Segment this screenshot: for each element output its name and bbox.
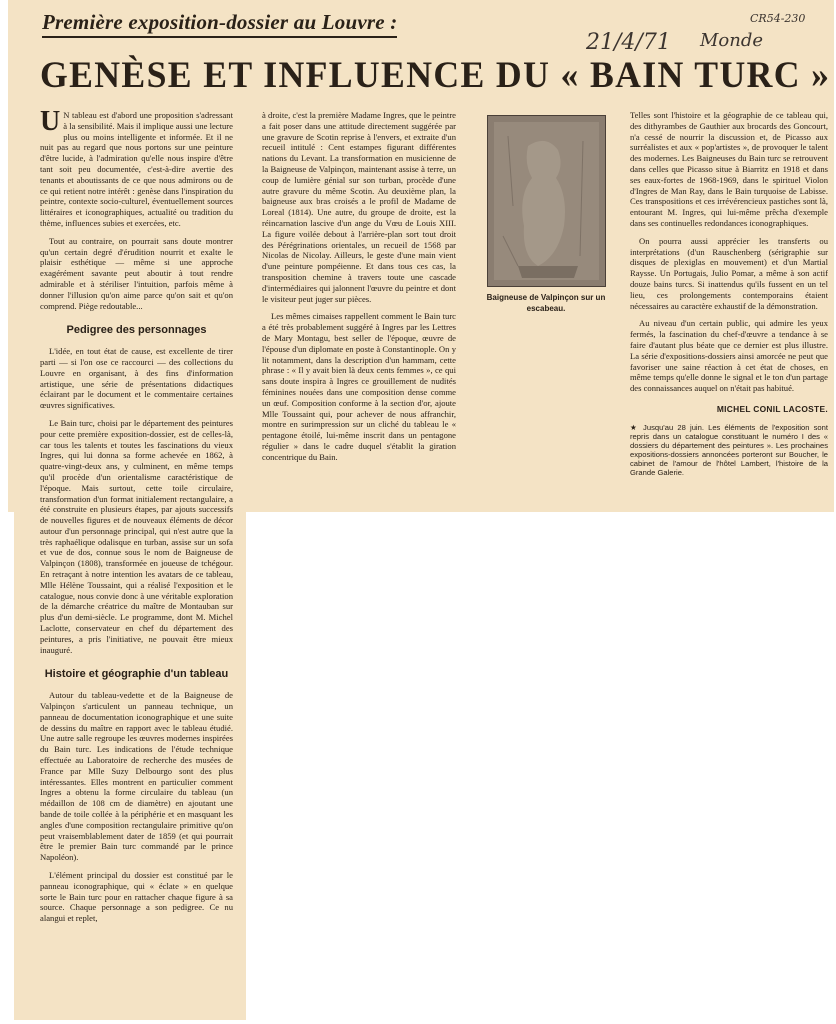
paragraph: L'élément principal du dossier est constitué par le panneau iconographique, qui « éclate » en quelque sorte le Bain turc pour en rattacher chaque figure à sa source. Chaque personnage a son pedigree. Ce nu alangui et replet, — [40, 870, 233, 924]
paragraph: Au niveau d'un certain public, qui admire les yeux fermés, la fascination du chef-d'œuvre a tendance à se faire d'autant plus béate que ce dernier est plus illustre. La série d'expositions-dossiers ainsi amorcée ne peut que favoriser une saine réaction à cet état de choses, en même temps qu'elle donne le signal et le ton d'un partage des connaissances auquel on n'était pas habitué. — [630, 318, 828, 394]
paragraph-text: N tableau est d'abord une proposition s'adressant à la sensibilité. Mais il implique aussi une lecture plus ou moins intelligente et informée. Et il ne nuit pas au regard que nous portons sur une peinture d'être lucide, à l'admiration qu'elle nous inspire d'être tant soit peu documentée, c'est-à-dire avertie des tenants et aboutissants de ce que nous admirons ou de ce qui retient notre intérêt : genèse dans l'inspiration du peintre, contexte socio-culturel, éventuellement sources littéraires et iconographiques, actualité ou tradition du thème, influences subies et exercées, etc. — [40, 110, 233, 228]
headline: GENÈSE ET INFLUENCE DU « BAIN TURC » — [40, 55, 831, 96]
paragraph: Tout au contraire, on pourrait sans doute montrer qu'un certain degré d'érudition nourrit et exalte le plaisir esthétique — même si une approche exagérément savante peut aboutir à tout rendre admirable et à stériliser l'intuition, parfois même à donner l'illusion qu'on aime parce qu'on sait et qu'on comprend. Piège redoutable... — [40, 235, 233, 311]
subheading-histoire: Histoire et géographie d'un tableau — [44, 668, 229, 681]
paragraph — [40, 106, 233, 229]
drop-cap: U — [40, 106, 61, 137]
author-signature: MICHEL CONIL LACOSTE. — [716, 403, 828, 414]
article-column-3 — [630, 110, 828, 477]
subheading-pedigree: Pedigree des personnages — [66, 324, 207, 337]
article-column-1 — [40, 106, 233, 931]
kicker-title: Première exposition-dossier au Louvre : — [42, 10, 397, 38]
handwritten-reference: CR54-230 — [750, 12, 806, 25]
paragraph: Telles sont l'histoire et la géographie de ce tableau qui, des dithyrambes de Gauthier aux brocards des Goncourt, n'a cessé de nourrir la discussion et, de Picasso aux surréalistes et aux « pop'artistes », de provoquer le talent des modernes. Les Baigneuses du Bain turc se retrouvent dans celles que Picasso situe à Biarritz en 1918 et dans ses eaux-fortes de 1968-1969, dans le spirituel Violon d'Ingres de Man Ray, dans le Bain turquoise de Labisse. Ces transpositions et ces irrévérencieux pastiches sont là, entourant M. Ingres, qui lui-même prêcha d'exemple dans ses continuelles redondances iconographiques. — [630, 110, 828, 228]
paragraph: Autour du tableau-vedette et de la Baigneuse de Valpinçon s'articulent un panneau technique, un panneau de documentation iconographique et une suite de dessins du maître en rapport avec le tableau étudié. Une autre salle regroupe les œuvres modernes inspirées du Bain turc. Les indications de l'étude technique effectuée au Laboratoire de recherche des musées de France par Mlle Suzy Delbourgo sont des plus intéressantes. Elles montrent en particulier comment Ingres a obtenu la forme circulaire du tableau (un médaillon de 108 cm de diamètre) en ajoutant une bande de toile collée à la périphérie et en masquant les angles d'une composition rectangulaire primitive qu'on peut vraisemblablement dater de 1859 (et qui pourrait être le premier Bain turc commandé par le prince Napoléon). — [40, 690, 233, 863]
handwritten-date: 21/4/71 — [586, 30, 671, 55]
paragraph: Le Bain turc, choisi par le département des peintures pour cette première exposition-dossier, est de celles-là, car tous les talents et toutes les fascinations du vieux Ingres, qui lui donna sa forme achevée en 1862, à quatre-vingt-deux ans, y culminent, en même temps qu'il procède d'un orientalisme caractéristique de l'époque. Mais surtout, cette toile circulaire, transformation d'un format initialement rectangulaire, a été construite en plusieurs étapes, par ajouts successifs de nouvelles figures et de nouveaux éléments de décor autour d'un personnage principal, qui n'est autre que la très raphaélique odalisque en turban, assise sur un sofa et vue de dos, connue sous le nom de Baigneuse de Valpinçon (1808), transformée en joueuse de tchégour. En retraçant à notre intention les avatars de ce tableau, Mlle Hélène Toussaint, qui a réalisé l'exposition et le catalogue, nous convie donc à une véritable exploration de la démarche créatrice du maître de Montauban sur plus d'un demi-siècle. Le programme, dont M. Michel Laclotte, conservateur en chef du département des peintures, a pris l'initiative, ne pouvait être mieux inauguré. — [40, 417, 233, 655]
article-column-2 — [262, 110, 456, 470]
figure-sketch-icon — [488, 116, 605, 286]
image-caption: Baigneuse de Valpinçon sur un escabeau. — [486, 293, 606, 313]
artwork-image — [487, 115, 606, 287]
paragraph: L'idée, en tout état de cause, est excellente de tirer parti — si l'on ose ce raccourci — des collections du Louvre en organisant, à des fins d'information artistique, une série de présentations didactiques éclairant par le document et le commentaire certaines œuvres significatives. — [40, 346, 233, 411]
exhibition-note: ★ Jusqu'au 28 juin. Les éléments de l'exposition sont repris dans un catalogue constituant le numéro I des « dossiers du département des peintures ». Les prochaines expositions-dossiers annoncées porteront sur Boucher, le cabinet de l'amour de l'hôtel Lambert, l'histoire de la Grande Galerie. — [630, 422, 828, 477]
paragraph: à droite, c'est la première Madame Ingres, que le peintre a fait poser dans une attitude directement suggérée par une gravure de Scotin reprise à l'envers, et extraite d'un recueil intitulé : Cent estampes figurant différentes nations du Levant. La transformation en musicienne de la Baigneuse de Valpinçon, maintenant assise à terre, un coup de lumière génial sur son turban, procède d'une autre gravure du même Scotin. Au deuxième plan, la baigneuse aux bras croisés a le profil de Madame de Loreal (1814). Une autre, du groupe de droite, est la réincarnation lascive d'un ange du Vœu de Louis XIII. La figure voilée debout à l'arrière-plan sort tout droit des Pérégrinations orientales, un recueil de 1568 par Nicolas de Nicolay. Ailleurs, le geste d'une main vient d'une peinture pompéienne. Et dans tous ces cas, la transposition chemine à travers toute une cascade d'intermédiaires qui jalonnent l'œuvre du peintre et dont le visiteur peut juger sur pièces. — [262, 110, 456, 304]
handwritten-source: Monde — [700, 30, 764, 51]
paragraph: On pourra aussi apprécier les transferts ou interprétations (d'un Rauschenberg (sérigraphie sur disques de plexiglas en mouvement) et d'un Martial Raysse. Un Portugais, Julio Pomar, a même à son actif douze bains turcs. Si inattendus qu'ils fussent en un tel lieu, ces prolongements contemporains étaient nécessaires au caractère exhaustif de la démonstration. — [630, 235, 828, 311]
paragraph: Les mêmes cimaises rappellent comment le Bain turc a été très probablement suggéré à Ingres par les Lettres de Mary Montagu, best seller de l'époque, œuvre de l'épouse d'un diplomate en poste à Constantinople. On y lit notamment, dans la description d'un hammam, cette phrase : « Il y avait bien là deux cents femmes », ce qui sans doute inspira à Ingres ce grouillement de nudités féminines nouées dans une composition dense comme un œuf. Composition conforme à la section d'or, ajoute Mlle Toussaint qui, pour achever de nous affranchir, montre en surimpression sur un cliché du tableau le « pentagone étoilé, lui-même inscrit dans un pentagone régulier » dans le cadre duquel s'établit la giration concentrique du Bain. — [262, 311, 456, 462]
